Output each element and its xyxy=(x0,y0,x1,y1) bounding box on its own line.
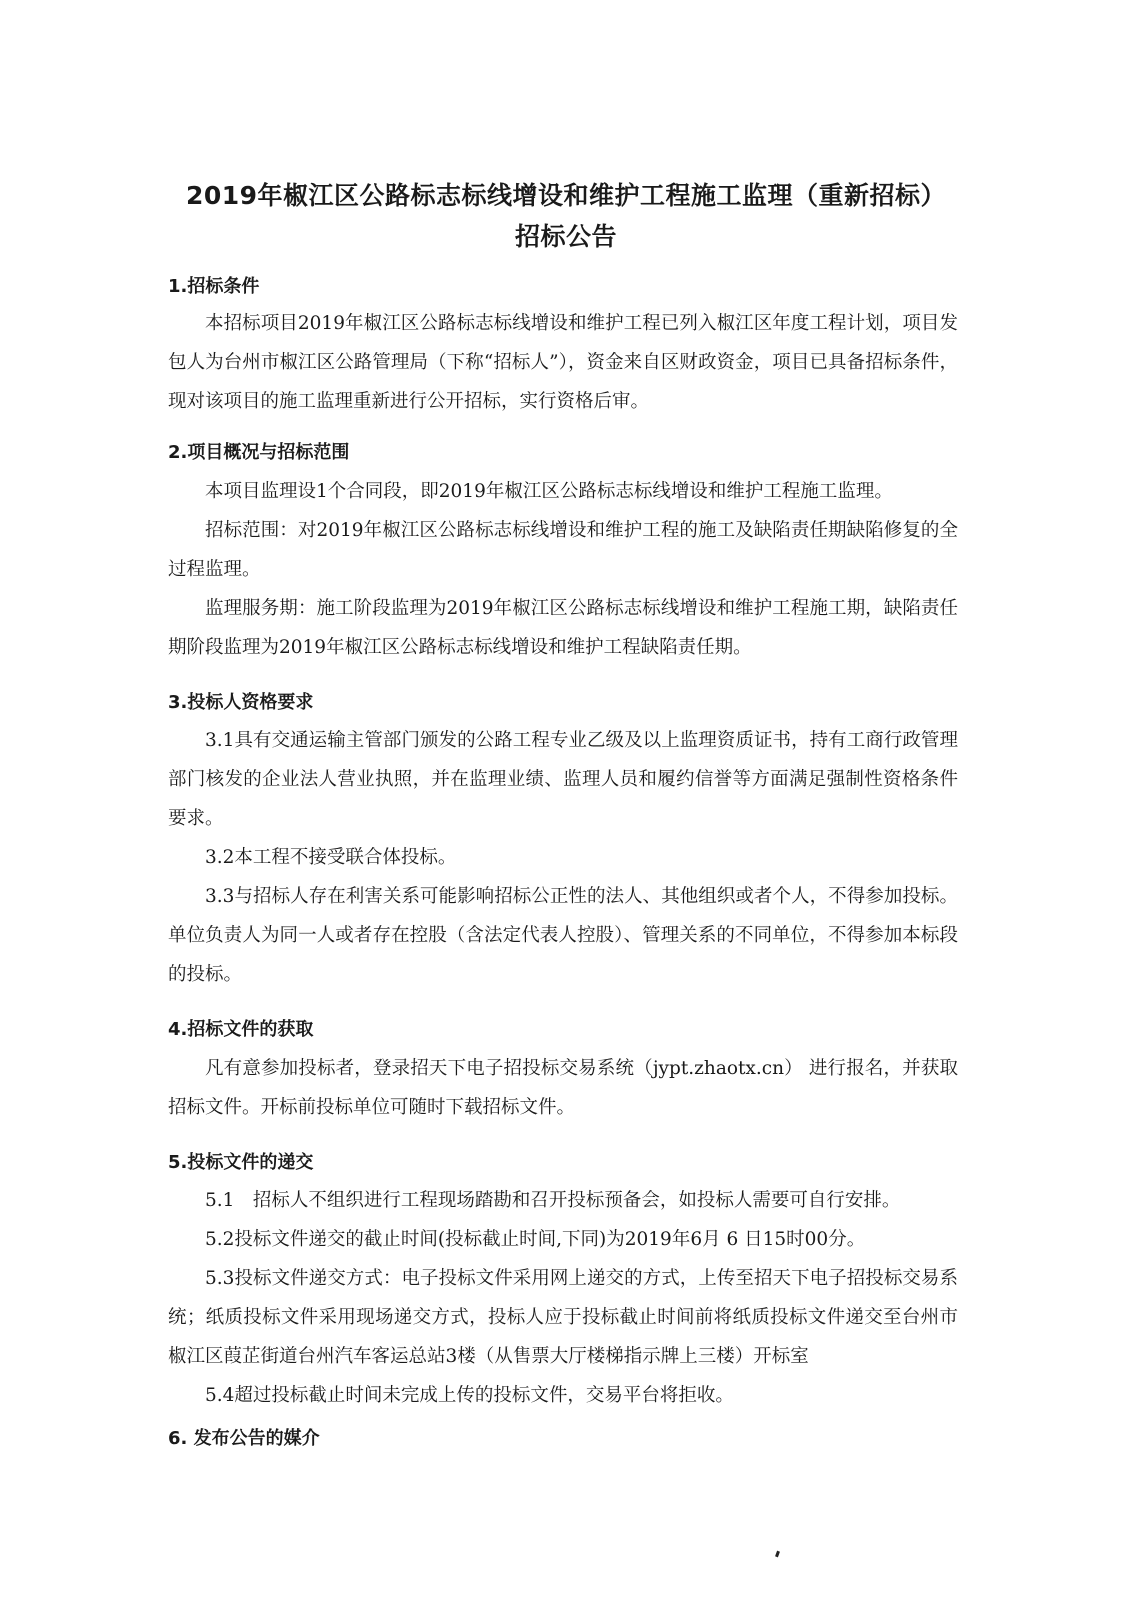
paragraph: 3.3与招标人存在利害关系可能影响招标公正性的法人、其他组织或者个人，不得参加投标。单位负责人为同一人或者存在控股（含法定代表人控股）、管理关系的不同单位，不得参加本标段的投标。 xyxy=(168,886,958,985)
section-heading-6: 6. 发布公告的媒介 xyxy=(168,1428,320,1449)
scan-speck xyxy=(775,1551,780,1558)
section-heading-2: 2.项目概况与招标范围 xyxy=(168,442,350,463)
paragraph: 监理服务期：施工阶段监理为2019年椒江区公路标志标线增设和维护工程施工期，缺陷责任期阶段监理为2019年椒江区公路标志标线增设和维护工程缺陷责任期。 xyxy=(168,598,958,658)
paragraph: 招标范围：对2019年椒江区公路标志标线增设和维护工程的施工及缺陷责任期缺陷修复的全过程监理。 xyxy=(168,520,958,580)
document-title: 2019年椒江区公路标志标线增设和维护工程施工监理（重新招标） xyxy=(185,181,947,210)
document-subtitle: 招标公告 xyxy=(514,222,617,251)
paragraph: 5.2投标文件递交的截止时间(投标截止时间,下同)为2019年6月 6 日15时00分。 xyxy=(205,1229,866,1250)
paragraph: 5.4超过投标截止时间未完成上传的投标文件，交易平台将拒收。 xyxy=(205,1385,734,1406)
paragraph: 本招标项目2019年椒江区公路标志标线增设和维护工程已列入椒江区年度工程计划，项目发包人为台州市椒江区公路管理局（下称“招标人”），资金来自区财政资金，项目已具备招标条件，现对该项目的施工监理重新进行公开招标，实行资格后审。 xyxy=(168,313,958,412)
section-heading-4: 4.招标文件的获取 xyxy=(168,1019,314,1040)
paragraph: 5.3投标文件递交方式：电子投标文件采用网上递交的方式，上传至招天下电子招投标交易系统；纸质投标文件采用现场递交方式，投标人应于投标截止时间前将纸质投标文件递交至台州市椒江区葭芷街道台州汽车客运总站3楼（从售票大厅楼梯指示牌上三楼）开标室 xyxy=(168,1268,958,1367)
paragraph: 凡有意参加投标者，登录招天下电子招投标交易系统（jypt.zhaotx.cn） 进行报名，并获取招标文件。开标前投标单位可随时下载招标文件。 xyxy=(168,1058,958,1118)
paragraph: 3.1具有交通运输主管部门颁发的公路工程专业乙级及以上监理资质证书，持有工商行政管理部门核发的企业法人营业执照，并在监理业绩、监理人员和履约信誉等方面满足强制性资格条件要求。 xyxy=(168,730,958,829)
section-heading-5: 5.投标文件的递交 xyxy=(168,1152,314,1173)
paragraph: 本项目监理设1个合同段，即2019年椒江区公路标志标线增设和维护工程施工监理。 xyxy=(205,481,893,502)
section-heading-3: 3.投标人资格要求 xyxy=(168,692,314,713)
section-heading-1: 1.招标条件 xyxy=(168,276,260,297)
paragraph: 5.1 招标人不组织进行工程现场踏勘和召开投标预备会，如投标人需要可自行安排。 xyxy=(205,1190,901,1211)
paragraph: 3.2本工程不接受联合体投标。 xyxy=(205,847,457,868)
